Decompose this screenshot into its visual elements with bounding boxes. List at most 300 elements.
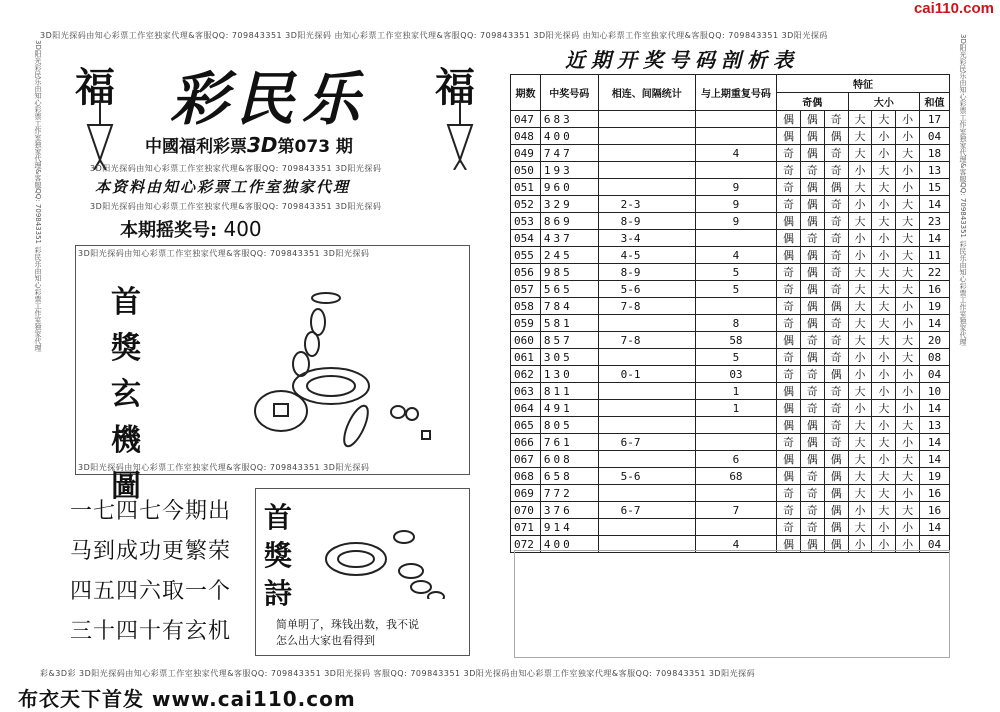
col-winning: 中奖号码 [540, 75, 598, 111]
odd-even-cell: 偶 [800, 536, 824, 553]
big-small-cell: 大 [872, 502, 896, 519]
big-small-cell: 大 [896, 417, 920, 434]
big-small-cell: 大 [896, 230, 920, 247]
period-cell: 058 [511, 298, 541, 315]
note-line: 简单明了，珠钱出数，我不说 [276, 618, 419, 631]
repeat-cell: 5 [695, 349, 776, 366]
sum-cell: 16 [920, 502, 950, 519]
repeat-cell: 5 [695, 281, 776, 298]
poem-line: 一七四七今期出 [70, 499, 232, 524]
odd-even-cell: 偶 [800, 281, 824, 298]
table-header-row [511, 75, 950, 93]
period-cell: 065 [511, 417, 541, 434]
odd-even-cell: 偶 [777, 451, 801, 468]
odd-even-cell: 奇 [824, 264, 848, 281]
odd-even-cell: 偶 [800, 315, 824, 332]
winning-number-cell: 784 [540, 298, 598, 315]
period-cell: 060 [511, 332, 541, 349]
repeat-cell: 5 [695, 264, 776, 281]
sum-cell: 04 [920, 128, 950, 145]
odd-even-cell: 奇 [800, 366, 824, 383]
big-small-cell: 小 [896, 162, 920, 179]
sum-cell: 08 [920, 349, 950, 366]
gap-cell [598, 315, 695, 332]
strip-line: 3D阳光探码由知心彩票工作室独家代理&客服QQ: 709843351 3D阳光探码 [90, 164, 382, 173]
sum-cell: 13 [920, 417, 950, 434]
odd-even-cell: 奇 [824, 111, 848, 128]
table-title: 近期开奖号码剖析表 [565, 48, 799, 72]
col-repeat: 与上期重复号码 [695, 75, 776, 111]
footer-brand[interactable]: 布衣天下首发 www.cai110.com [18, 687, 356, 711]
gap-cell: 4-5 [598, 247, 695, 264]
big-small-cell: 大 [896, 213, 920, 230]
period-cell: 056 [511, 264, 541, 281]
period-cell: 064 [511, 400, 541, 417]
repeat-cell: 9 [695, 179, 776, 196]
header-strip: 3D阳光探码由知心彩票工作室独家代理&客服QQ: 709843351 3D阳光探码 由知心彩票工作室独家代理&客服QQ: 709843351 3D阳光探码 由知心彩票工作室独家代理&客服QQ: 709843351 3D阳光探码 [40, 31, 828, 40]
table-row [511, 247, 950, 264]
odd-even-cell: 奇 [800, 519, 824, 536]
big-small-cell: 大 [872, 162, 896, 179]
period-cell: 052 [511, 196, 541, 213]
sum-cell: 10 [920, 383, 950, 400]
repeat-cell: 03 [695, 366, 776, 383]
big-small-cell: 大 [848, 213, 872, 230]
big-small-cell: 大 [848, 468, 872, 485]
big-small-cell: 小 [872, 519, 896, 536]
odd-even-cell: 偶 [824, 536, 848, 553]
sum-cell: 04 [920, 536, 950, 553]
odd-even-cell: 偶 [777, 536, 801, 553]
prize-puzzle-title: 首獎玄機圖 [111, 285, 141, 504]
odd-even-cell: 奇 [777, 145, 801, 162]
gap-cell [598, 417, 695, 434]
winning-number-cell: 805 [540, 417, 598, 434]
repeat-cell [695, 417, 776, 434]
winning-number-cell: 400 [540, 536, 598, 553]
odd-even-cell: 奇 [824, 145, 848, 162]
footer-strip: 彩&3D彩 3D阳光探码由知心彩票工作室独家代理&客服QQ: 709843351 3D阳光探码 客服QQ: 709843351 3D阳光探码由知心彩票工作室独家代理&客服QQ: 709843351 3D阳光探码 [40, 669, 756, 678]
sum-cell: 17 [920, 111, 950, 128]
odd-even-cell: 偶 [824, 298, 848, 315]
prize-puzzle-box [75, 245, 470, 504]
big-small-cell: 大 [896, 468, 920, 485]
period-cell: 072 [511, 536, 541, 553]
table-row [511, 502, 950, 519]
big-small-cell: 小 [848, 366, 872, 383]
big-small-cell: 大 [896, 502, 920, 519]
big-small-cell: 小 [896, 315, 920, 332]
table-row [511, 332, 950, 349]
table-row [511, 451, 950, 468]
winning-number-cell: 608 [540, 451, 598, 468]
gap-cell: 8-9 [598, 264, 695, 281]
big-small-cell: 小 [896, 519, 920, 536]
big-small-cell: 小 [896, 366, 920, 383]
big-small-cell: 大 [872, 332, 896, 349]
odd-even-cell: 偶 [800, 264, 824, 281]
poem-line: 四五四六取一个 [70, 579, 232, 604]
odd-even-cell: 偶 [777, 468, 801, 485]
gap-cell [598, 451, 695, 468]
odd-even-cell: 奇 [824, 196, 848, 213]
repeat-cell [695, 128, 776, 145]
odd-even-cell: 奇 [800, 485, 824, 502]
odd-even-cell: 偶 [800, 145, 824, 162]
odd-even-cell: 奇 [777, 434, 801, 451]
period-cell: 059 [511, 315, 541, 332]
winning-number-cell: 376 [540, 502, 598, 519]
winning-number-cell: 960 [540, 179, 598, 196]
table-row [511, 264, 950, 281]
sum-cell: 22 [920, 264, 950, 281]
table-row [511, 315, 950, 332]
odd-even-cell: 偶 [800, 196, 824, 213]
gap-cell [598, 111, 695, 128]
poem-line: 马到成功更繁荣 [70, 539, 232, 564]
gap-cell [598, 383, 695, 400]
gap-cell: 0-1 [598, 366, 695, 383]
winning-number-cell: 305 [540, 349, 598, 366]
table-row [511, 519, 950, 536]
big-small-cell: 大 [848, 179, 872, 196]
odd-even-cell: 偶 [777, 383, 801, 400]
odd-even-cell: 偶 [800, 247, 824, 264]
repeat-cell: 1 [695, 383, 776, 400]
repeat-cell [695, 485, 776, 502]
period-cell: 070 [511, 502, 541, 519]
big-small-cell: 小 [896, 400, 920, 417]
table-row [511, 417, 950, 434]
period-cell: 051 [511, 179, 541, 196]
repeat-cell: 9 [695, 213, 776, 230]
winning-number-cell: 329 [540, 196, 598, 213]
big-small-cell: 小 [848, 536, 872, 553]
notes-area [514, 550, 950, 658]
sum-cell: 20 [920, 332, 950, 349]
odd-even-cell: 奇 [777, 485, 801, 502]
odd-even-cell: 偶 [824, 366, 848, 383]
period-cell: 061 [511, 349, 541, 366]
winning-number-cell: 914 [540, 519, 598, 536]
big-small-cell: 大 [872, 485, 896, 502]
big-small-cell: 小 [872, 128, 896, 145]
big-small-cell: 大 [848, 451, 872, 468]
odd-even-cell: 偶 [777, 247, 801, 264]
col-features: 特征 [777, 75, 950, 93]
big-small-cell: 大 [896, 196, 920, 213]
repeat-cell: 4 [695, 145, 776, 162]
big-small-cell: 大 [896, 264, 920, 281]
period-cell: 066 [511, 434, 541, 451]
odd-even-cell: 奇 [777, 264, 801, 281]
odd-even-cell: 偶 [777, 417, 801, 434]
odd-even-cell: 奇 [800, 502, 824, 519]
odd-even-cell: 偶 [777, 400, 801, 417]
odd-even-cell: 奇 [777, 366, 801, 383]
strip-line: 3D阳光探码由知心彩票工作室独家代理&客服QQ: 709843351 3D阳光探码 [78, 463, 370, 472]
table-row [511, 179, 950, 196]
gap-cell [598, 349, 695, 366]
winning-number-cell: 400 [540, 128, 598, 145]
history-table [510, 74, 950, 553]
big-small-cell: 大 [848, 519, 872, 536]
period-cell: 048 [511, 128, 541, 145]
period-cell: 054 [511, 230, 541, 247]
note [276, 617, 471, 649]
odd-even-cell: 奇 [824, 349, 848, 366]
brand-title: 彩民乐 [170, 65, 369, 133]
big-small-cell: 大 [896, 349, 920, 366]
repeat-cell: 6 [695, 451, 776, 468]
sum-cell: 14 [920, 196, 950, 213]
odd-even-cell: 偶 [777, 332, 801, 349]
big-small-cell: 小 [872, 145, 896, 162]
fu-character-left: 福 [75, 64, 115, 111]
big-small-cell: 小 [848, 162, 872, 179]
big-small-cell: 大 [896, 145, 920, 162]
repeat-cell: 4 [695, 247, 776, 264]
odd-even-cell: 奇 [824, 383, 848, 400]
big-small-cell: 大 [896, 247, 920, 264]
winning-number-cell: 761 [540, 434, 598, 451]
table-row [511, 485, 950, 502]
odd-even-cell: 偶 [800, 213, 824, 230]
big-small-cell: 大 [872, 179, 896, 196]
sum-cell: 14 [920, 400, 950, 417]
prize-poem-title: 首獎詩 [263, 501, 292, 610]
big-small-cell: 大 [872, 400, 896, 417]
gap-cell: 6-7 [598, 502, 695, 519]
odd-even-cell: 奇 [824, 315, 848, 332]
sum-cell: 14 [920, 434, 950, 451]
repeat-cell [695, 298, 776, 315]
big-small-cell: 小 [872, 196, 896, 213]
odd-even-cell: 奇 [824, 162, 848, 179]
draw-number: 400 [223, 217, 262, 241]
big-small-cell: 小 [896, 434, 920, 451]
odd-even-cell: 奇 [800, 162, 824, 179]
winning-number-cell: 565 [540, 281, 598, 298]
sum-cell: 14 [920, 315, 950, 332]
winning-number-cell: 245 [540, 247, 598, 264]
big-small-cell: 大 [848, 281, 872, 298]
draw-label: 本期摇奖号: [120, 220, 218, 241]
period-cell: 057 [511, 281, 541, 298]
big-small-cell: 大 [872, 213, 896, 230]
winning-number-cell: 437 [540, 230, 598, 247]
table-row [511, 196, 950, 213]
sum-cell: 15 [920, 179, 950, 196]
sum-cell: 04 [920, 366, 950, 383]
col-gap: 相连、间隔统计 [598, 75, 695, 111]
big-small-cell: 小 [872, 366, 896, 383]
odd-even-cell: 奇 [777, 502, 801, 519]
period-cell: 050 [511, 162, 541, 179]
big-small-cell: 大 [848, 383, 872, 400]
odd-even-cell: 奇 [824, 417, 848, 434]
repeat-cell [695, 230, 776, 247]
big-small-cell: 小 [872, 247, 896, 264]
odd-even-cell: 奇 [777, 179, 801, 196]
repeat-cell: 7 [695, 502, 776, 519]
sum-cell: 16 [920, 485, 950, 502]
odd-even-cell: 偶 [824, 468, 848, 485]
table-row [511, 111, 950, 128]
table-row [511, 434, 950, 451]
odd-even-cell: 奇 [800, 230, 824, 247]
big-small-cell: 小 [896, 536, 920, 553]
odd-even-cell: 偶 [800, 451, 824, 468]
gap-cell: 8-9 [598, 213, 695, 230]
col-big-small: 大小 [848, 93, 920, 111]
big-small-cell: 大 [872, 434, 896, 451]
gap-cell: 7-8 [598, 332, 695, 349]
big-small-cell: 大 [848, 298, 872, 315]
odd-even-cell: 奇 [824, 332, 848, 349]
big-small-cell: 大 [848, 417, 872, 434]
period-cell: 055 [511, 247, 541, 264]
big-small-cell: 大 [848, 145, 872, 162]
gap-cell [598, 179, 695, 196]
big-small-cell: 大 [848, 111, 872, 128]
puzzle-drawing [226, 286, 466, 456]
winning-number-cell: 193 [540, 162, 598, 179]
table-row [511, 366, 950, 383]
odd-even-cell: 偶 [777, 213, 801, 230]
table-row [511, 383, 950, 400]
gap-cell [598, 162, 695, 179]
big-small-cell: 小 [896, 298, 920, 315]
col-odd-even: 奇偶 [777, 93, 849, 111]
winning-number-cell: 747 [540, 145, 598, 162]
gap-cell [598, 519, 695, 536]
big-small-cell: 小 [872, 230, 896, 247]
odd-even-cell: 偶 [824, 502, 848, 519]
tassel-left-icon [80, 100, 120, 170]
odd-even-cell: 偶 [824, 128, 848, 145]
big-small-cell: 小 [896, 383, 920, 400]
odd-even-cell: 偶 [800, 179, 824, 196]
repeat-cell: 1 [695, 400, 776, 417]
left-panel [40, 40, 490, 660]
big-small-cell: 大 [872, 111, 896, 128]
big-small-cell: 大 [896, 332, 920, 349]
sum-cell: 14 [920, 519, 950, 536]
table-row [511, 298, 950, 315]
repeat-cell: 4 [695, 536, 776, 553]
big-small-cell: 大 [872, 468, 896, 485]
big-small-cell: 小 [848, 502, 872, 519]
big-small-cell: 大 [848, 485, 872, 502]
winning-number-cell: 772 [540, 485, 598, 502]
odd-even-cell: 奇 [800, 400, 824, 417]
odd-even-cell: 偶 [824, 485, 848, 502]
repeat-cell: 8 [695, 315, 776, 332]
repeat-cell: 68 [695, 468, 776, 485]
winning-number-cell: 581 [540, 315, 598, 332]
odd-even-cell: 奇 [824, 400, 848, 417]
gap-cell: 6-7 [598, 434, 695, 451]
odd-even-cell: 奇 [824, 247, 848, 264]
big-small-cell: 大 [872, 315, 896, 332]
odd-even-cell: 偶 [800, 349, 824, 366]
odd-even-cell: 偶 [800, 128, 824, 145]
big-small-cell: 大 [872, 298, 896, 315]
tassel-right-icon [440, 100, 480, 170]
odd-even-cell: 奇 [777, 196, 801, 213]
poem [70, 492, 231, 652]
agent-line: 本资料由知心彩票工作室独家代理 [95, 178, 351, 196]
odd-even-cell: 偶 [800, 111, 824, 128]
odd-even-cell: 偶 [777, 230, 801, 247]
odd-even-cell: 偶 [824, 519, 848, 536]
big-small-cell: 小 [848, 349, 872, 366]
repeat-cell [695, 111, 776, 128]
odd-even-cell: 偶 [800, 434, 824, 451]
col-period: 期数 [511, 75, 541, 111]
big-small-cell: 小 [872, 349, 896, 366]
big-small-cell: 小 [896, 128, 920, 145]
big-small-cell: 小 [848, 230, 872, 247]
table-row [511, 145, 950, 162]
repeat-cell [695, 519, 776, 536]
big-small-cell: 小 [872, 451, 896, 468]
winning-number-cell: 811 [540, 383, 598, 400]
repeat-cell: 9 [695, 196, 776, 213]
big-small-cell: 小 [872, 536, 896, 553]
big-small-cell: 小 [896, 179, 920, 196]
odd-even-cell: 奇 [800, 468, 824, 485]
left-vertical-strip: 3D阳光彩民乐由知心彩票工作室独家代理&客服QQ: 709843351 彩民乐由知心彩票工作室独家代理 [34, 40, 42, 352]
gap-cell: 2-3 [598, 196, 695, 213]
issue-game: 3D [247, 133, 278, 157]
gap-cell: 5-6 [598, 281, 695, 298]
site-url[interactable]: cai110.com [913, 0, 994, 17]
odd-even-cell: 偶 [824, 451, 848, 468]
winning-number-cell: 857 [540, 332, 598, 349]
big-small-cell: 大 [872, 264, 896, 281]
odd-even-cell: 奇 [777, 349, 801, 366]
repeat-cell: 58 [695, 332, 776, 349]
winning-number-cell: 985 [540, 264, 598, 281]
odd-even-cell: 奇 [777, 519, 801, 536]
winning-number-cell: 658 [540, 468, 598, 485]
strip-line: 3D阳光探码由知心彩票工作室独家代理&客服QQ: 709843351 3D阳光探码 [90, 202, 382, 211]
winning-number-cell: 683 [540, 111, 598, 128]
table-row [511, 400, 950, 417]
big-small-cell: 大 [872, 281, 896, 298]
odd-even-cell: 奇 [824, 434, 848, 451]
winning-number-cell: 130 [540, 366, 598, 383]
sum-cell: 19 [920, 468, 950, 485]
sum-cell: 14 [920, 230, 950, 247]
period-cell: 068 [511, 468, 541, 485]
table-row [511, 162, 950, 179]
odd-even-cell: 偶 [800, 298, 824, 315]
sum-cell: 23 [920, 213, 950, 230]
odd-even-cell: 偶 [824, 179, 848, 196]
odd-even-cell: 奇 [800, 383, 824, 400]
gap-cell: 7-8 [598, 298, 695, 315]
big-small-cell: 大 [848, 315, 872, 332]
period-cell: 047 [511, 111, 541, 128]
odd-even-cell: 奇 [777, 315, 801, 332]
sum-cell: 13 [920, 162, 950, 179]
period-cell: 069 [511, 485, 541, 502]
gap-cell [598, 485, 695, 502]
gap-cell: 3-4 [598, 230, 695, 247]
